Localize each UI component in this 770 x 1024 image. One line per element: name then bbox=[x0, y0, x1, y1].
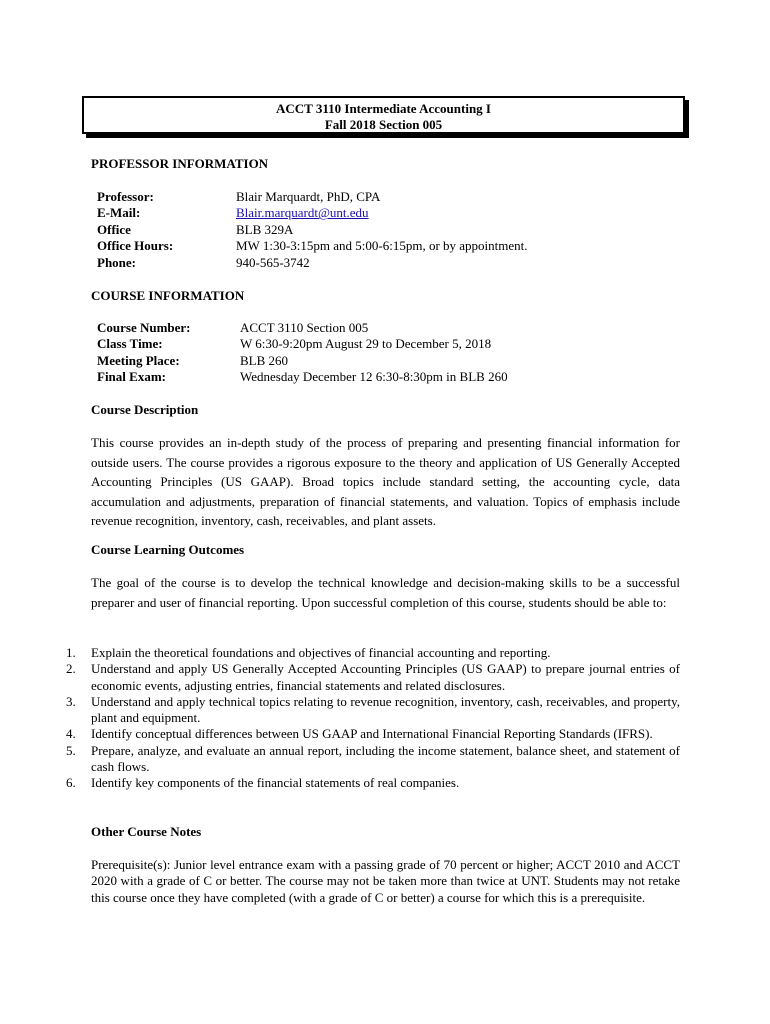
info-label: Meeting Place: bbox=[97, 352, 180, 368]
info-value: ACCT 3110 Section 005 bbox=[240, 320, 369, 335]
course-title-box bbox=[82, 96, 685, 134]
info-row bbox=[97, 255, 528, 271]
course-description-heading: Course Description bbox=[91, 402, 199, 417]
course-title: ACCT 3110 Intermediate Accounting I bbox=[276, 101, 491, 116]
info-label: E-Mail: bbox=[97, 205, 141, 221]
info-label: Course Number: bbox=[97, 320, 191, 335]
list-item bbox=[66, 645, 680, 661]
list-text: Understand and apply technical topics relating to revenue recognition, inventory, cash, receivables, and property, plant and equipment. bbox=[91, 693, 680, 726]
info-label: Final Exam: bbox=[97, 369, 166, 385]
info-label: Office Hours: bbox=[97, 238, 174, 254]
course-description-text: This course provides an in-depth study of the process of preparing and presenting financial information for outside users. The course provides a rigorous exposure to the theory and application of US Generally Accepted Accounting Principles (US GAAP). Broad topics include standard setting, the accounting cycle, data accumulation and adjustments, preparation of financial statements, and valuation. Topics of emphasis include revenue recognition, inventory, cash, receivables, and plant assets. bbox=[91, 435, 680, 529]
learning-outcomes-list bbox=[66, 645, 680, 792]
list-item bbox=[66, 742, 680, 776]
info-row bbox=[97, 353, 508, 369]
professor-info-table bbox=[97, 189, 528, 271]
info-row bbox=[97, 238, 528, 254]
list-number: 6. bbox=[66, 775, 76, 791]
list-text: Explain the theoretical foundations and objectives of financial accounting and reporting. bbox=[91, 645, 551, 660]
list-number: 3. bbox=[66, 693, 76, 709]
prerequisite-text: Prerequisite(s): Junior level entrance exam with a passing grade of 70 percent or higher; ACCT 2010 and ACCT 2020 with a grade of C or better. The course may not be taken more than twice at UNT. Students may not retake this course once they have completed (with a grade of C or better) a course for which this is a prerequisite. bbox=[91, 857, 680, 905]
list-number: 1. bbox=[66, 645, 76, 660]
list-text: Identify conceptual differences between US GAAP and International Financial Reporting Standards (IFRS). bbox=[91, 726, 653, 742]
info-label: Office bbox=[97, 221, 131, 237]
other-notes-heading: Other Course Notes bbox=[91, 824, 202, 839]
list-text: Understand and apply US Generally Accepted Accounting Principles (US GAAP) to prepare journal entries of economic events, adjusting entries, financial statements and related disclosures. bbox=[91, 661, 680, 693]
learning-outcomes-heading: Course Learning Outcomes bbox=[91, 542, 245, 557]
info-value: BLB 260 bbox=[240, 352, 289, 368]
list-text: Prepare, analyze, and evaluate an annual report, including the income statement, balance sheet, and statement of cash flows. bbox=[91, 742, 680, 775]
list-text: Identify key components of the financial statements of real companies. bbox=[91, 775, 460, 791]
list-number: 4. bbox=[66, 726, 76, 742]
course-term: Fall 2018 Section 005 bbox=[324, 117, 443, 132]
list-item bbox=[66, 693, 680, 727]
info-label: Class Time: bbox=[97, 336, 163, 352]
info-value bbox=[236, 205, 528, 221]
info-row bbox=[97, 336, 508, 352]
info-value: BLB 329A bbox=[236, 221, 294, 237]
course-info-table bbox=[97, 320, 508, 386]
info-value: MW 1:30-3:15pm and 5:00-6:15pm, or by appointment. bbox=[236, 238, 528, 254]
info-label: Phone: bbox=[97, 254, 136, 270]
list-item bbox=[66, 726, 680, 742]
learning-outcomes-intro: The goal of the course is to develop the technical knowledge and decision-making skills to be a successful preparer and user of financial reporting. Upon successful completion of this course, students should be able to: bbox=[91, 575, 680, 610]
list-number: 2. bbox=[66, 661, 76, 677]
info-row bbox=[97, 222, 528, 238]
info-value: Wednesday December 12 6:30-8:30pm in BLB 260 bbox=[240, 369, 508, 385]
info-row bbox=[97, 189, 528, 205]
info-row bbox=[97, 320, 508, 336]
info-value: Blair Marquardt, PhD, CPA bbox=[236, 189, 381, 204]
info-value: 940-565-3742 bbox=[236, 254, 310, 270]
info-label: Professor: bbox=[97, 189, 154, 204]
professor-info-heading: PROFESSOR INFORMATION bbox=[91, 156, 269, 171]
course-info-heading: COURSE INFORMATION bbox=[91, 288, 245, 303]
list-item bbox=[66, 661, 680, 694]
email-link[interactable]: Blair.marquardt@unt.edu bbox=[236, 205, 369, 221]
info-value: W 6:30-9:20pm August 29 to December 5, 2018 bbox=[240, 336, 492, 352]
list-number: 5. bbox=[66, 742, 76, 758]
info-row bbox=[97, 369, 508, 385]
list-item bbox=[66, 775, 680, 791]
info-row bbox=[97, 205, 528, 221]
